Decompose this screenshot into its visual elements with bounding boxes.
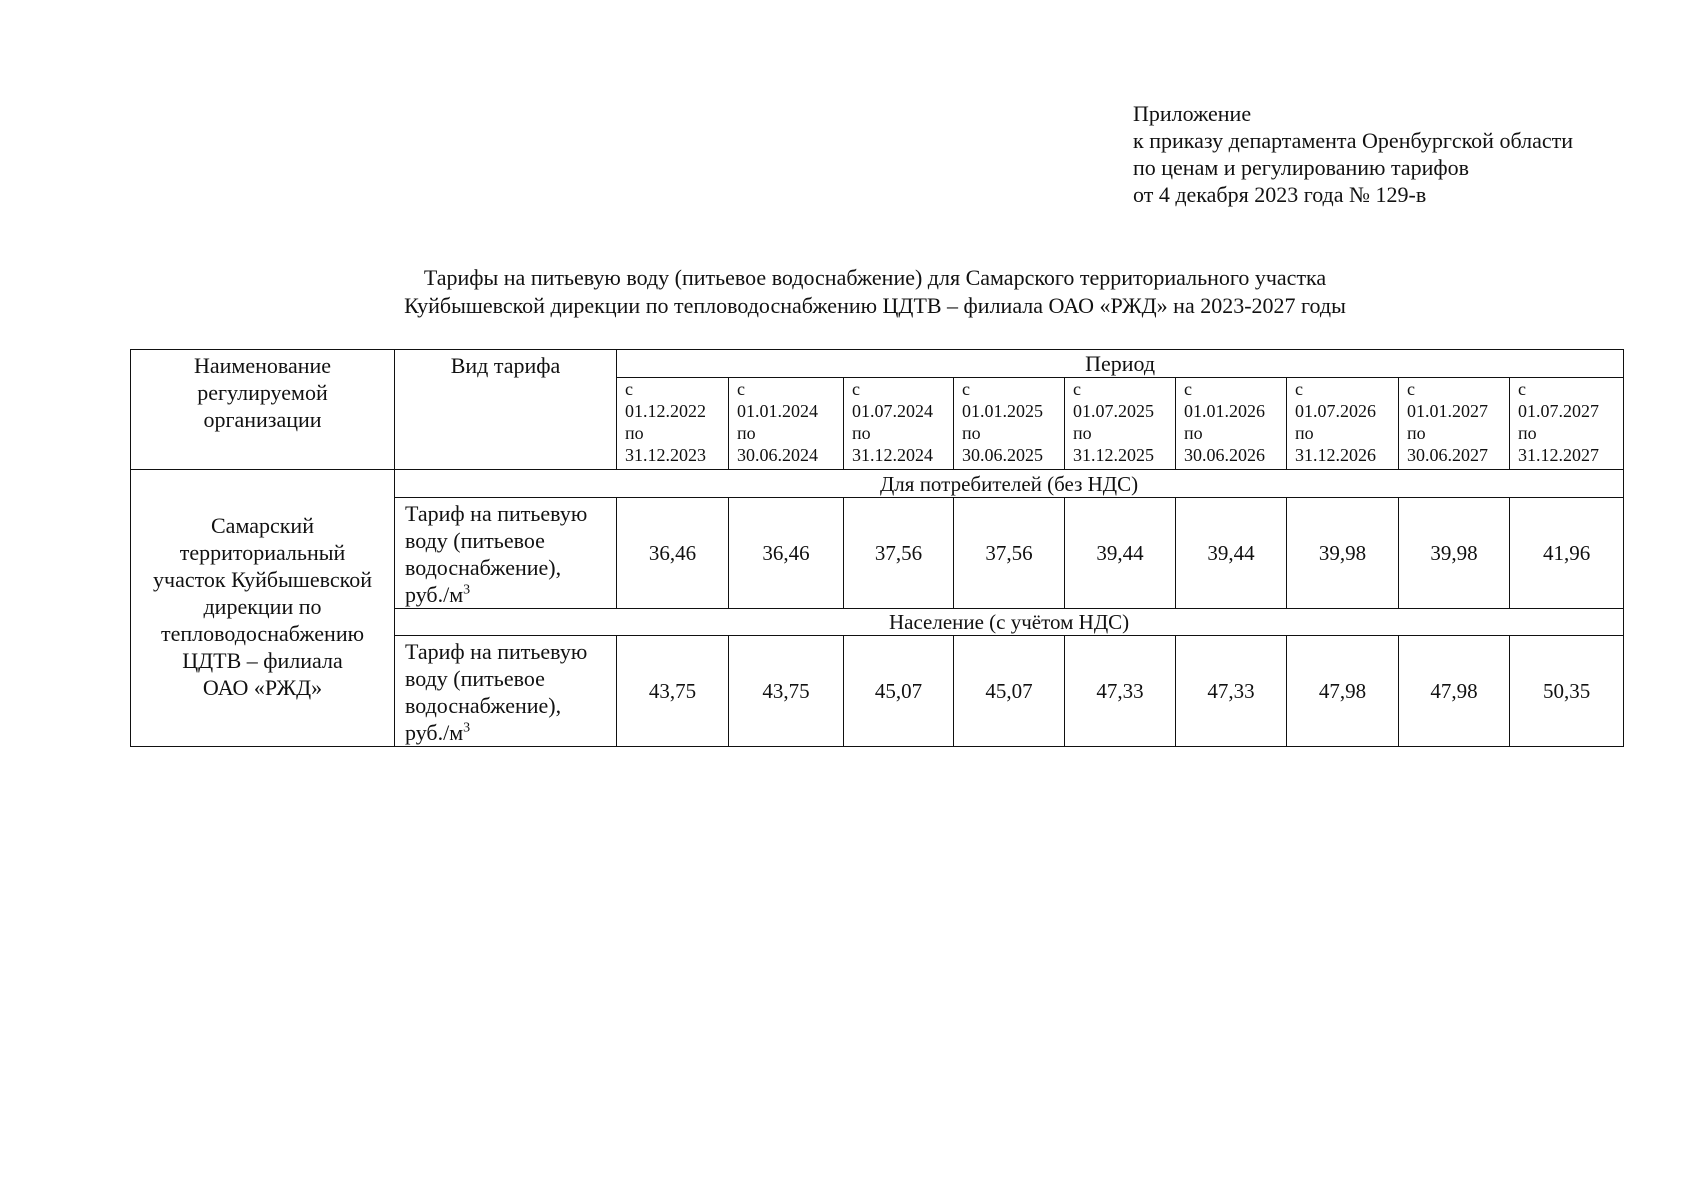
tariff-value-cell: 47,98	[1287, 636, 1399, 747]
period-header-cell	[1399, 378, 1510, 470]
tariff-table	[130, 349, 1624, 747]
period-c: с	[1295, 379, 1303, 399]
tariff-type-cell	[395, 498, 617, 609]
tariff-value-cell: 41,96	[1510, 498, 1624, 609]
tariff-type-line: воду (питьевое	[405, 528, 545, 553]
period-c: с	[1184, 379, 1192, 399]
document-title	[130, 264, 1620, 320]
tariff-value-cell: 36,46	[729, 498, 844, 609]
tariff-type-line: Тариф на питьевую	[405, 501, 588, 526]
section-title: Население (с учётом НДС)	[888, 610, 1130, 634]
tariff-value-cell: 47,98	[1399, 636, 1510, 747]
tariff-value-cell: 43,75	[729, 636, 844, 747]
tariff-type-line: Тариф на питьевую	[405, 639, 588, 664]
period-po: по	[962, 423, 981, 443]
header-period-label: Период	[1085, 350, 1156, 376]
period-to: 30.06.2025	[962, 445, 1043, 465]
period-header-cell	[729, 378, 844, 470]
organization-line: ОАО «РЖД»	[202, 675, 323, 700]
section-header-consumers	[395, 470, 1624, 498]
period-to: 30.06.2027	[1407, 445, 1488, 465]
header-tariff-type-label: Вид тарифа	[450, 353, 561, 378]
tariff-value-cell: 39,44	[1176, 498, 1287, 609]
period-po: по	[1295, 423, 1314, 443]
period-c: с	[625, 379, 633, 399]
period-from: 01.01.2024	[737, 401, 818, 421]
section-title: Для потребителей (без НДС)	[879, 471, 1139, 496]
header-period	[617, 350, 1624, 378]
period-header-cell	[1065, 378, 1176, 470]
tariff-value-cell: 50,35	[1510, 636, 1624, 747]
tariff-unit: руб./м	[405, 582, 464, 607]
organization-line: ЦДТВ – филиала	[182, 648, 343, 673]
header-organization-line: организации	[203, 407, 322, 432]
tariff-type-line	[405, 581, 616, 608]
tariff-type-line: водоснабжение),	[405, 555, 562, 580]
organization-line: участок Куйбышевской	[153, 567, 372, 592]
tariff-value-cell: 39,98	[1399, 498, 1510, 609]
tariff-value-cell: 39,98	[1287, 498, 1399, 609]
period-from: 01.01.2026	[1184, 401, 1265, 421]
appendix-block	[1133, 100, 1573, 208]
period-c: с	[1407, 379, 1415, 399]
period-to: 30.06.2026	[1184, 445, 1265, 465]
tariff-value-cell: 45,07	[844, 636, 954, 747]
period-c: с	[1073, 379, 1081, 399]
period-header-cell	[1176, 378, 1287, 470]
title-line: Куйбышевской дирекции по тепловодоснабжению ЦДТВ – филиала ОАО «РЖД» на 2023-2027 годы	[404, 293, 1346, 318]
period-to: 31.12.2023	[625, 445, 706, 465]
section-header-population	[395, 609, 1624, 636]
period-c: с	[1518, 379, 1526, 399]
period-header-cell	[954, 378, 1065, 470]
period-po: по	[852, 423, 871, 443]
period-to: 31.12.2025	[1073, 445, 1154, 465]
tariff-type-line: воду (питьевое	[405, 666, 545, 691]
period-header-cell	[844, 378, 954, 470]
tariff-type-cell	[395, 636, 617, 747]
period-to: 31.12.2027	[1518, 445, 1599, 465]
organization-line: территориальный	[179, 540, 346, 565]
tariff-value-cell: 36,46	[617, 498, 729, 609]
organization-line: Самарский	[211, 513, 314, 538]
period-from: 01.07.2025	[1073, 401, 1154, 421]
period-po: по	[1407, 423, 1426, 443]
period-header-cell	[1510, 378, 1624, 470]
header-organization	[131, 350, 395, 470]
appendix-line: Приложение	[1133, 101, 1252, 126]
period-from: 01.01.2025	[962, 401, 1043, 421]
period-po: по	[1184, 423, 1203, 443]
period-c: с	[737, 379, 745, 399]
organization-line: дирекции по	[203, 594, 322, 619]
tariff-value-cell: 47,33	[1065, 636, 1176, 747]
appendix-line: к приказу департамента Оренбургской области	[1133, 128, 1573, 153]
organization-cell	[131, 470, 395, 747]
period-from: 01.01.2027	[1407, 401, 1488, 421]
title-line: Тарифы на питьевую воду (питьевое водоснабжение) для Самарского территориального участка	[423, 265, 1327, 290]
period-header-cell	[617, 378, 729, 470]
period-po: по	[625, 423, 644, 443]
organization-line: тепловодоснабжению	[160, 621, 365, 646]
period-c: с	[852, 379, 860, 399]
period-to: 31.12.2024	[852, 445, 933, 465]
tariff-value-cell: 37,56	[954, 498, 1065, 609]
tariff-type-line	[405, 719, 616, 746]
period-from: 01.07.2026	[1295, 401, 1376, 421]
tariff-type-line: водоснабжение),	[405, 693, 562, 718]
tariff-value-cell: 37,56	[844, 498, 954, 609]
period-from: 01.07.2027	[1518, 401, 1599, 421]
period-po: по	[1073, 423, 1092, 443]
period-to: 30.06.2024	[737, 445, 818, 465]
tariff-value-cell: 45,07	[954, 636, 1065, 747]
header-organization-line: регулируемой	[197, 380, 328, 405]
tariff-value-cell: 43,75	[617, 636, 729, 747]
appendix-line: от 4 декабря 2023 года № 129-в	[1133, 182, 1427, 207]
appendix-line: по ценам и регулированию тарифов	[1133, 155, 1470, 180]
tariff-unit-sup: 3	[463, 582, 471, 598]
header-organization-line: Наименование	[193, 353, 332, 378]
tariff-unit-sup: 3	[463, 720, 471, 736]
period-header-cell	[1287, 378, 1399, 470]
period-po: по	[737, 423, 756, 443]
tariff-value-cell: 47,33	[1176, 636, 1287, 747]
tariff-value-cell: 39,44	[1065, 498, 1176, 609]
period-to: 31.12.2026	[1295, 445, 1376, 465]
period-c: с	[962, 379, 970, 399]
tariff-unit: руб./м	[405, 720, 464, 745]
period-from: 01.07.2024	[852, 401, 933, 421]
period-from: 01.12.2022	[625, 401, 706, 421]
period-po: по	[1518, 423, 1537, 443]
header-tariff-type	[395, 350, 617, 470]
